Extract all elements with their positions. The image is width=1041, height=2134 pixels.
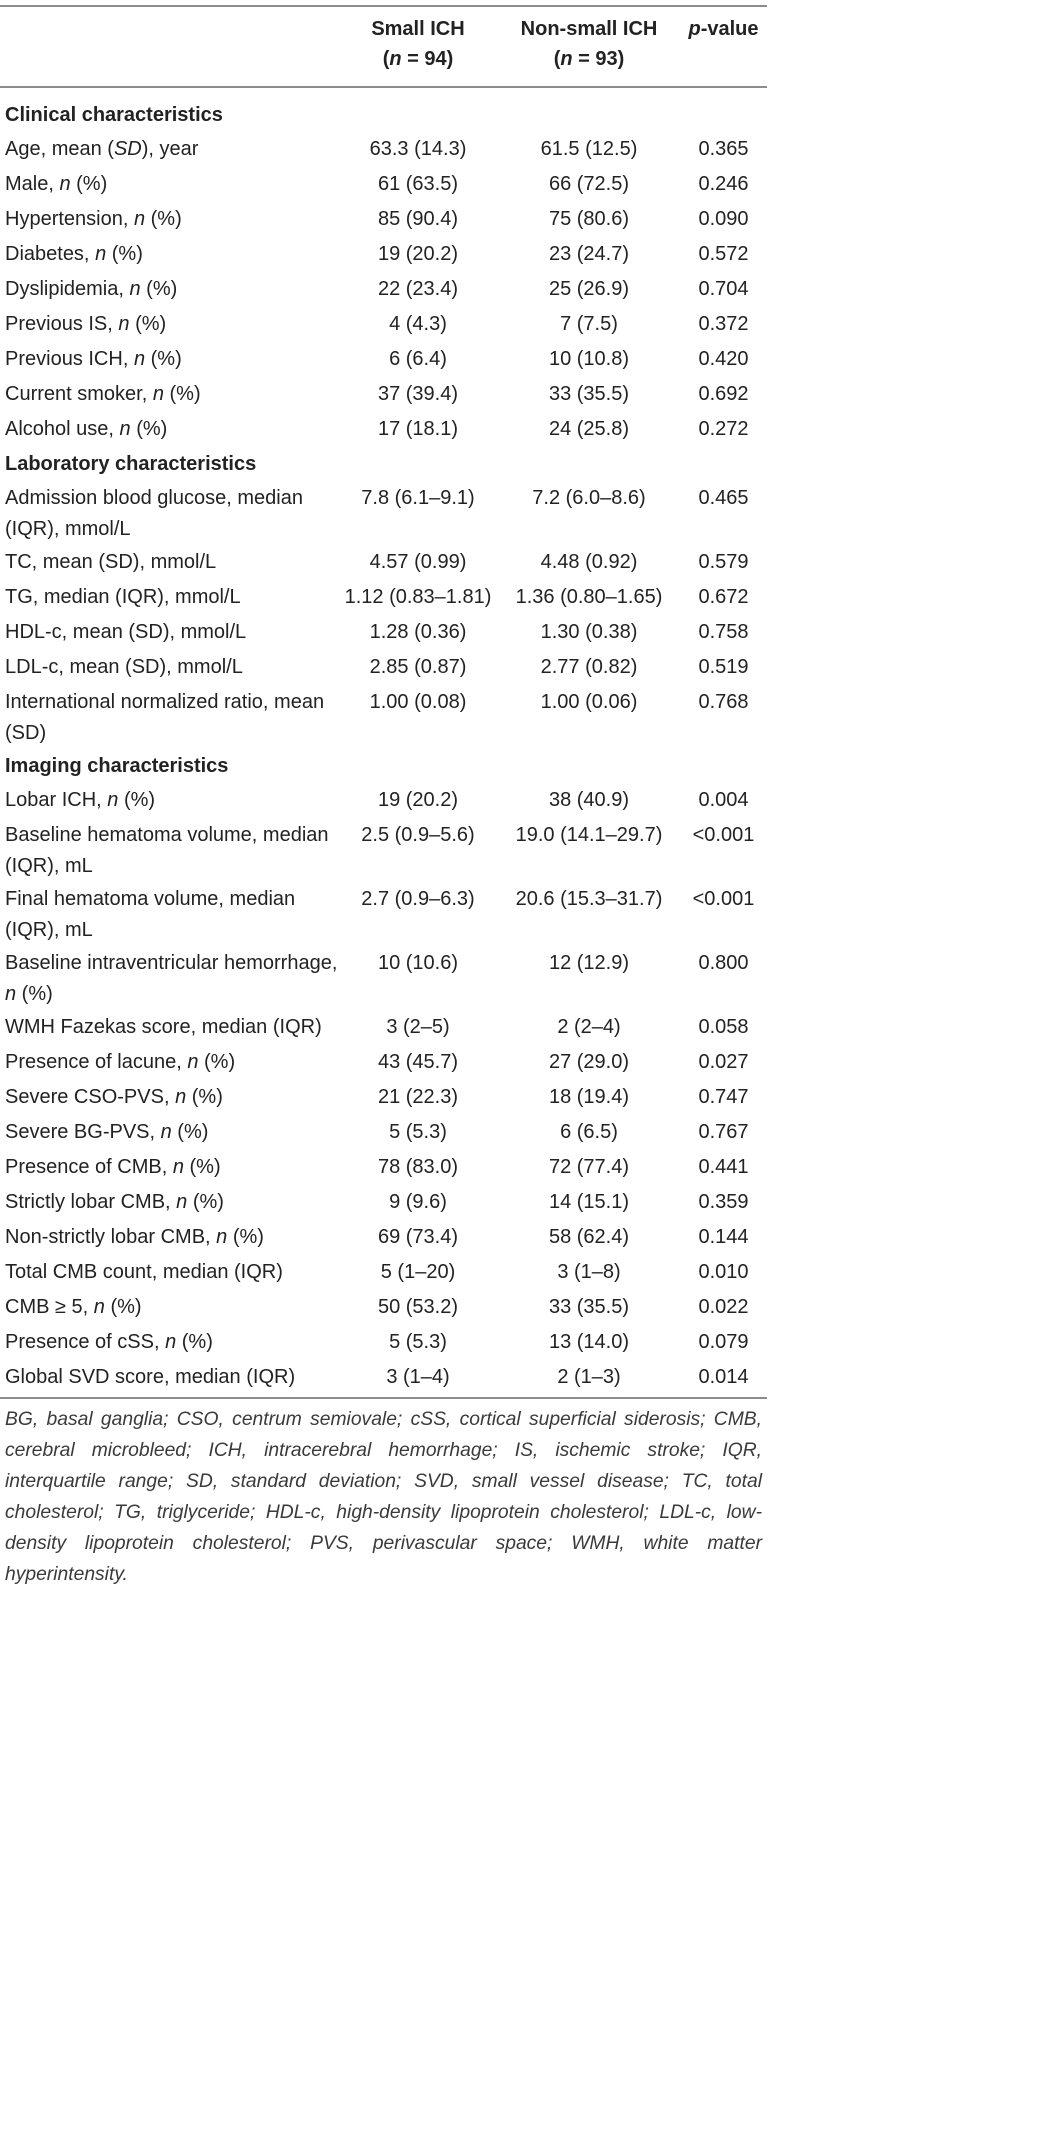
characteristics-table <box>0 0 767 1397</box>
p-value: 0.004 <box>698 789 749 811</box>
nonsmall-ich-value: 3 (1–8) <box>557 1261 621 1283</box>
small-ich-value: 17 (18.1) <box>377 418 459 440</box>
p-value: 0.800 <box>698 952 749 974</box>
table-row <box>0 344 767 379</box>
table-row <box>0 274 767 309</box>
p-value: 0.465 <box>698 487 749 509</box>
row-label: Baseline intraventricular hemorrhage, n (%) <box>5 952 338 1005</box>
small-ich-value: 10 (10.6) <box>377 952 459 974</box>
p-value: <0.001 <box>692 888 755 910</box>
table-row <box>0 1292 767 1327</box>
nonsmall-ich-value: 61.5 (12.5) <box>540 138 638 160</box>
nonsmall-ich-value: 1.36 (0.80–1.65) <box>515 586 663 608</box>
section-header-row <box>0 449 767 483</box>
nonsmall-ich-value: 66 (72.5) <box>548 173 630 195</box>
small-ich-value: 19 (20.2) <box>377 243 459 265</box>
row-label: Presence of lacune, n (%) <box>5 1051 236 1073</box>
small-ich-value: 5 (5.3) <box>389 1121 447 1143</box>
p-value: 0.022 <box>698 1296 749 1318</box>
nonsmall-ich-value: 38 (40.9) <box>548 789 630 811</box>
nonsmall-ich-value: 2 (2–4) <box>557 1016 621 1038</box>
section-title: Clinical characteristics <box>5 104 223 126</box>
section-header-row <box>0 100 767 134</box>
p-value: 0.572 <box>698 243 749 265</box>
table-row <box>0 884 767 948</box>
nonsmall-ich-value: 4.48 (0.92) <box>540 551 638 573</box>
table-row <box>0 1187 767 1222</box>
small-ich-value: 43 (45.7) <box>377 1051 459 1073</box>
table-row <box>0 239 767 274</box>
table-row <box>0 652 767 687</box>
small-ich-value: 7.8 (6.1–9.1) <box>361 487 475 509</box>
row-label: Previous IS, n (%) <box>5 313 167 335</box>
table-row <box>0 1327 767 1362</box>
table-row <box>0 379 767 414</box>
small-ich-value: 9 (9.6) <box>389 1191 447 1213</box>
row-label: Total CMB count, median (IQR) <box>5 1261 283 1283</box>
p-value: 0.365 <box>698 138 749 160</box>
section-header-row <box>0 751 767 785</box>
header-small-n: (n = 94) <box>382 48 454 70</box>
nonsmall-ich-value: 75 (80.6) <box>548 208 630 230</box>
p-value: 0.767 <box>698 1121 749 1143</box>
table-row <box>0 309 767 344</box>
small-ich-value: 85 (90.4) <box>377 208 459 230</box>
nonsmall-ich-value: 7 (7.5) <box>560 313 618 335</box>
table-row <box>0 1257 767 1292</box>
nonsmall-ich-value: 13 (14.0) <box>548 1331 630 1353</box>
row-label: Severe BG-PVS, n (%) <box>5 1121 209 1143</box>
nonsmall-ich-value: 10 (10.8) <box>548 348 630 370</box>
nonsmall-ich-value: 1.30 (0.38) <box>540 621 638 643</box>
section-title: Imaging characteristics <box>5 755 229 777</box>
p-value: 0.579 <box>698 551 749 573</box>
row-label: HDL-c, mean (SD), mmol/L <box>5 621 247 643</box>
header-small-title: Small ICH <box>371 18 465 40</box>
nonsmall-ich-value: 23 (24.7) <box>548 243 630 265</box>
header-pvalue: p-value <box>688 18 759 40</box>
table-row <box>0 414 767 449</box>
small-ich-value: 1.12 (0.83–1.81) <box>344 586 492 608</box>
header-small-ich <box>338 0 498 100</box>
small-ich-value: 1.00 (0.08) <box>369 691 467 713</box>
table-row <box>0 582 767 617</box>
section-title: Laboratory characteristics <box>5 453 257 475</box>
table-row <box>0 169 767 204</box>
nonsmall-ich-value: 25 (26.9) <box>548 278 630 300</box>
small-ich-value: 63.3 (14.3) <box>369 138 467 160</box>
p-value: 0.372 <box>698 313 749 335</box>
small-ich-value: 69 (73.4) <box>377 1226 459 1248</box>
row-label: Presence of cSS, n (%) <box>5 1331 213 1353</box>
nonsmall-ich-value: 6 (6.5) <box>560 1121 618 1143</box>
row-label: Strictly lobar CMB, n (%) <box>5 1191 224 1213</box>
p-value: 0.758 <box>698 621 749 643</box>
small-ich-value: 78 (83.0) <box>377 1156 459 1178</box>
nonsmall-ich-value: 58 (62.4) <box>548 1226 630 1248</box>
table-row <box>0 204 767 239</box>
p-value: 0.090 <box>698 208 749 230</box>
row-label: CMB ≥ 5, n (%) <box>5 1296 142 1318</box>
table-row <box>0 1152 767 1187</box>
p-value: 0.672 <box>698 586 749 608</box>
nonsmall-ich-value: 2.77 (0.82) <box>540 656 638 678</box>
row-label: Age, mean (SD), year <box>5 138 199 160</box>
small-ich-value: 3 (1–4) <box>386 1366 450 1388</box>
nonsmall-ich-value: 24 (25.8) <box>548 418 630 440</box>
small-ich-value: 22 (23.4) <box>377 278 459 300</box>
table-row <box>0 785 767 820</box>
p-value: 0.768 <box>698 691 749 713</box>
row-label: TC, mean (SD), mmol/L <box>5 551 217 573</box>
table-body <box>0 100 767 1397</box>
row-label: TG, median (IQR), mmol/L <box>5 586 241 608</box>
p-value: 0.704 <box>698 278 749 300</box>
row-label: Current smoker, n (%) <box>5 383 201 405</box>
nonsmall-ich-value: 19.0 (14.1–29.7) <box>515 824 663 846</box>
row-label: Male, n (%) <box>5 173 108 195</box>
header-nonsmall-ich <box>498 0 680 100</box>
nonsmall-ich-value: 18 (19.4) <box>548 1086 630 1108</box>
small-ich-value: 4.57 (0.99) <box>369 551 467 573</box>
small-ich-value: 61 (63.5) <box>377 173 459 195</box>
small-ich-value: 2.5 (0.9–5.6) <box>361 824 475 846</box>
p-value: 0.272 <box>698 418 749 440</box>
row-label: Severe CSO-PVS, n (%) <box>5 1086 223 1108</box>
table-row <box>0 134 767 169</box>
row-label: Admission blood glucose, median (IQR), mmol/L <box>5 487 303 540</box>
nonsmall-ich-value: 12 (12.9) <box>548 952 630 974</box>
p-value: 0.441 <box>698 1156 749 1178</box>
small-ich-value: 19 (20.2) <box>377 789 459 811</box>
row-label: WMH Fazekas score, median (IQR) <box>5 1016 322 1038</box>
p-value: 0.010 <box>698 1261 749 1283</box>
p-value: 0.692 <box>698 383 749 405</box>
p-value: 0.079 <box>698 1331 749 1353</box>
nonsmall-ich-value: 20.6 (15.3–31.7) <box>515 888 663 910</box>
nonsmall-ich-value: 14 (15.1) <box>548 1191 630 1213</box>
small-ich-value: 4 (4.3) <box>389 313 447 335</box>
row-label: Lobar ICH, n (%) <box>5 789 156 811</box>
small-ich-value: 6 (6.4) <box>389 348 447 370</box>
table-footnote: BG, basal ganglia; CSO, centrum semiovale; cSS, cortical superficial siderosis; CMB, cerebral microbleed; ICH, intracerebral hemorrhage; IS, ischemic stroke; IQR, interquartile range; SD, standard deviation; SVD, small vessel disease; TC, total cholesterol; TG, triglyceride; HDL-c, high-density lipoprotein cholesterol; LDL-c, low-density lipoprotein cholesterol; PVS, perivascular space; WMH, white matter hyperintensity. <box>5 1409 762 1585</box>
row-label: Diabetes, n (%) <box>5 243 143 265</box>
bottom-rule <box>0 1397 767 1399</box>
row-label: LDL-c, mean (SD), mmol/L <box>5 656 243 678</box>
small-ich-value: 3 (2–5) <box>386 1016 450 1038</box>
table-row <box>0 547 767 582</box>
p-value: 0.519 <box>698 656 749 678</box>
row-label: Dyslipidemia, n (%) <box>5 278 178 300</box>
row-label: Non-strictly lobar CMB, n (%) <box>5 1226 264 1248</box>
small-ich-value: 21 (22.3) <box>377 1086 459 1108</box>
p-value: 0.058 <box>698 1016 749 1038</box>
row-label: Previous ICH, n (%) <box>5 348 182 370</box>
nonsmall-ich-value: 33 (35.5) <box>548 1296 630 1318</box>
table-row <box>0 948 767 1012</box>
table-row <box>0 687 767 751</box>
table-row <box>0 483 767 547</box>
p-value: 0.144 <box>698 1226 749 1248</box>
header-row <box>0 0 767 100</box>
table-row <box>0 1362 767 1397</box>
small-ich-value: 2.85 (0.87) <box>369 656 467 678</box>
row-label: Global SVD score, median (IQR) <box>5 1366 296 1388</box>
nonsmall-ich-value: 1.00 (0.06) <box>540 691 638 713</box>
row-label: International normalized ratio, mean (SD) <box>5 691 325 744</box>
table-row <box>0 820 767 884</box>
nonsmall-ich-value: 72 (77.4) <box>548 1156 630 1178</box>
table-row <box>0 1047 767 1082</box>
small-ich-value: 37 (39.4) <box>377 383 459 405</box>
row-label: Baseline hematoma volume, median (IQR), mL <box>5 824 329 877</box>
table-row <box>0 617 767 652</box>
p-value: 0.359 <box>698 1191 749 1213</box>
p-value: 0.027 <box>698 1051 749 1073</box>
header-nonsmall-n: (n = 93) <box>553 48 625 70</box>
p-value: <0.001 <box>692 824 755 846</box>
small-ich-value: 50 (53.2) <box>377 1296 459 1318</box>
row-label: Hypertension, n (%) <box>5 208 182 230</box>
nonsmall-ich-value: 7.2 (6.0–8.6) <box>532 487 646 509</box>
row-label: Final hematoma volume, median (IQR), mL <box>5 888 296 941</box>
small-ich-value: 5 (5.3) <box>389 1331 447 1353</box>
header-nonsmall-title: Non-small ICH <box>520 18 658 40</box>
table-row <box>0 1117 767 1152</box>
row-label: Presence of CMB, n (%) <box>5 1156 221 1178</box>
nonsmall-ich-value: 2 (1–3) <box>557 1366 621 1388</box>
nonsmall-ich-value: 33 (35.5) <box>548 383 630 405</box>
small-ich-value: 1.28 (0.36) <box>369 621 467 643</box>
p-value: 0.420 <box>698 348 749 370</box>
table-row <box>0 1222 767 1257</box>
table-row <box>0 1082 767 1117</box>
small-ich-value: 2.7 (0.9–6.3) <box>361 888 475 910</box>
table-row <box>0 1012 767 1047</box>
p-value: 0.246 <box>698 173 749 195</box>
p-value: 0.014 <box>698 1366 749 1388</box>
p-value: 0.747 <box>698 1086 749 1108</box>
row-label: Alcohol use, n (%) <box>5 418 168 440</box>
nonsmall-ich-value: 27 (29.0) <box>548 1051 630 1073</box>
small-ich-value: 5 (1–20) <box>380 1261 456 1283</box>
header-label-blank <box>0 0 338 100</box>
